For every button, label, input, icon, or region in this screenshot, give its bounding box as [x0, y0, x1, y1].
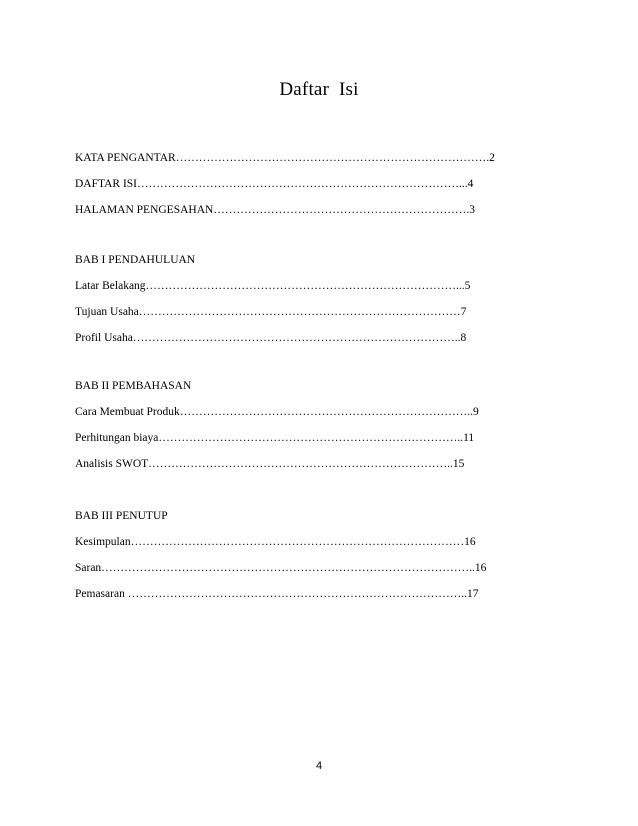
- toc-entry-cara-membuat-produk: Cara Membuat Produk…………………………………………………………………..9: [75, 406, 479, 418]
- document-title: Daftar Isi: [279, 79, 359, 100]
- toc-entry-pemasaran: Pemasaran ……………………………………………………………………………..17: [75, 588, 479, 600]
- toc-entry-daftar-isi: DAFTAR ISI…………………………………………………………………………...4: [75, 178, 474, 190]
- toc-entry-kesimpulan: Kesimpulan……………………………………………………………………………16: [75, 536, 476, 548]
- toc-entry-halaman-pengesahan: HALAMAN PENGESAHAN………………………………………………………….3: [75, 204, 475, 216]
- section-heading-bab-2: BAB II PEMBAHASAN: [75, 380, 192, 392]
- section-heading-bab-1: BAB I PENDAHULUAN: [75, 254, 196, 266]
- toc-entry-kata-pengantar: KATA PENGANTAR……………………………………………………………………….2: [75, 152, 495, 164]
- toc-entry-saran: Saran……………………………………………………………………………………..16: [75, 562, 487, 574]
- section-heading-bab-3: BAB III PENUTUP: [75, 510, 168, 522]
- toc-entry-tujuan-usaha: Tujuan Usaha…………………………………………………………………………7: [75, 306, 467, 318]
- toc-entry-latar-belakang: Latar Belakang………………………………………………………………………...5: [75, 280, 471, 292]
- toc-entry-perhitungan-biaya: Perhitungan biaya……………………………………………………………………..11: [75, 432, 475, 444]
- toc-entry-profil-usaha: Profil Usaha…………………………………………………………………………..8: [75, 332, 467, 344]
- page-number: 4: [315, 760, 323, 772]
- toc-entry-analisis-swot: Analisis SWOT……………………………………………………………………..15: [75, 458, 465, 470]
